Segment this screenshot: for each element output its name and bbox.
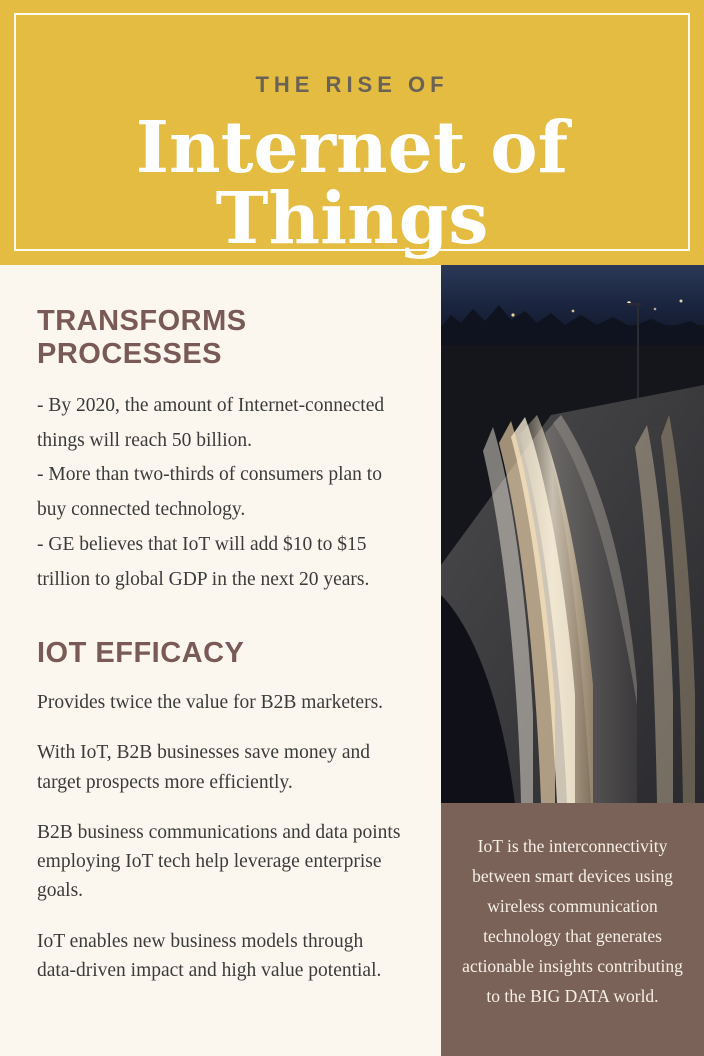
transforms-processes-bullets bbox=[37, 389, 407, 597]
poster-header bbox=[0, 0, 704, 265]
list-item: - GE believes that IoT will add $10 to $15 trillion to global GDP in the next 20 years. bbox=[37, 533, 370, 590]
header-kicker: THE RISE OF bbox=[255, 72, 449, 97]
content-right-column bbox=[441, 265, 704, 1056]
caption-text: IoT is the interconnectivity between smart devices using wireless communication technology that generates actionable insights contributing to the BIG DATA world. bbox=[462, 836, 683, 1007]
iot-efficacy-paragraph-4: IoT enables new business models through data-driven impact and high value potential. bbox=[37, 930, 382, 981]
section-heading-iot-efficacy: IOT EFFICACY bbox=[37, 637, 245, 670]
iot-efficacy-paragraph-1: Provides twice the value for B2B marketers. bbox=[37, 692, 384, 714]
page-title: Internet of Things bbox=[135, 105, 569, 260]
iot-efficacy-paragraph-2: With IoT, B2B businesses save money and target prospects more efficiently. bbox=[37, 742, 371, 793]
highway-light-trails-photo bbox=[441, 265, 704, 803]
list-item: - More than two-thirds of consumers plan to buy connected technology. bbox=[37, 464, 382, 521]
section-heading-transforms-processes: TRANSFORMS PROCESSES bbox=[37, 305, 247, 370]
iot-efficacy-paragraph-3: B2B business communications and data points employing IoT tech help leverage enterprise goals. bbox=[37, 821, 401, 902]
list-item: - By 2020, the amount of Internet-connected things will reach 50 billion. bbox=[37, 395, 385, 451]
caption-box bbox=[441, 803, 704, 1056]
content-left-column bbox=[0, 265, 441, 1056]
